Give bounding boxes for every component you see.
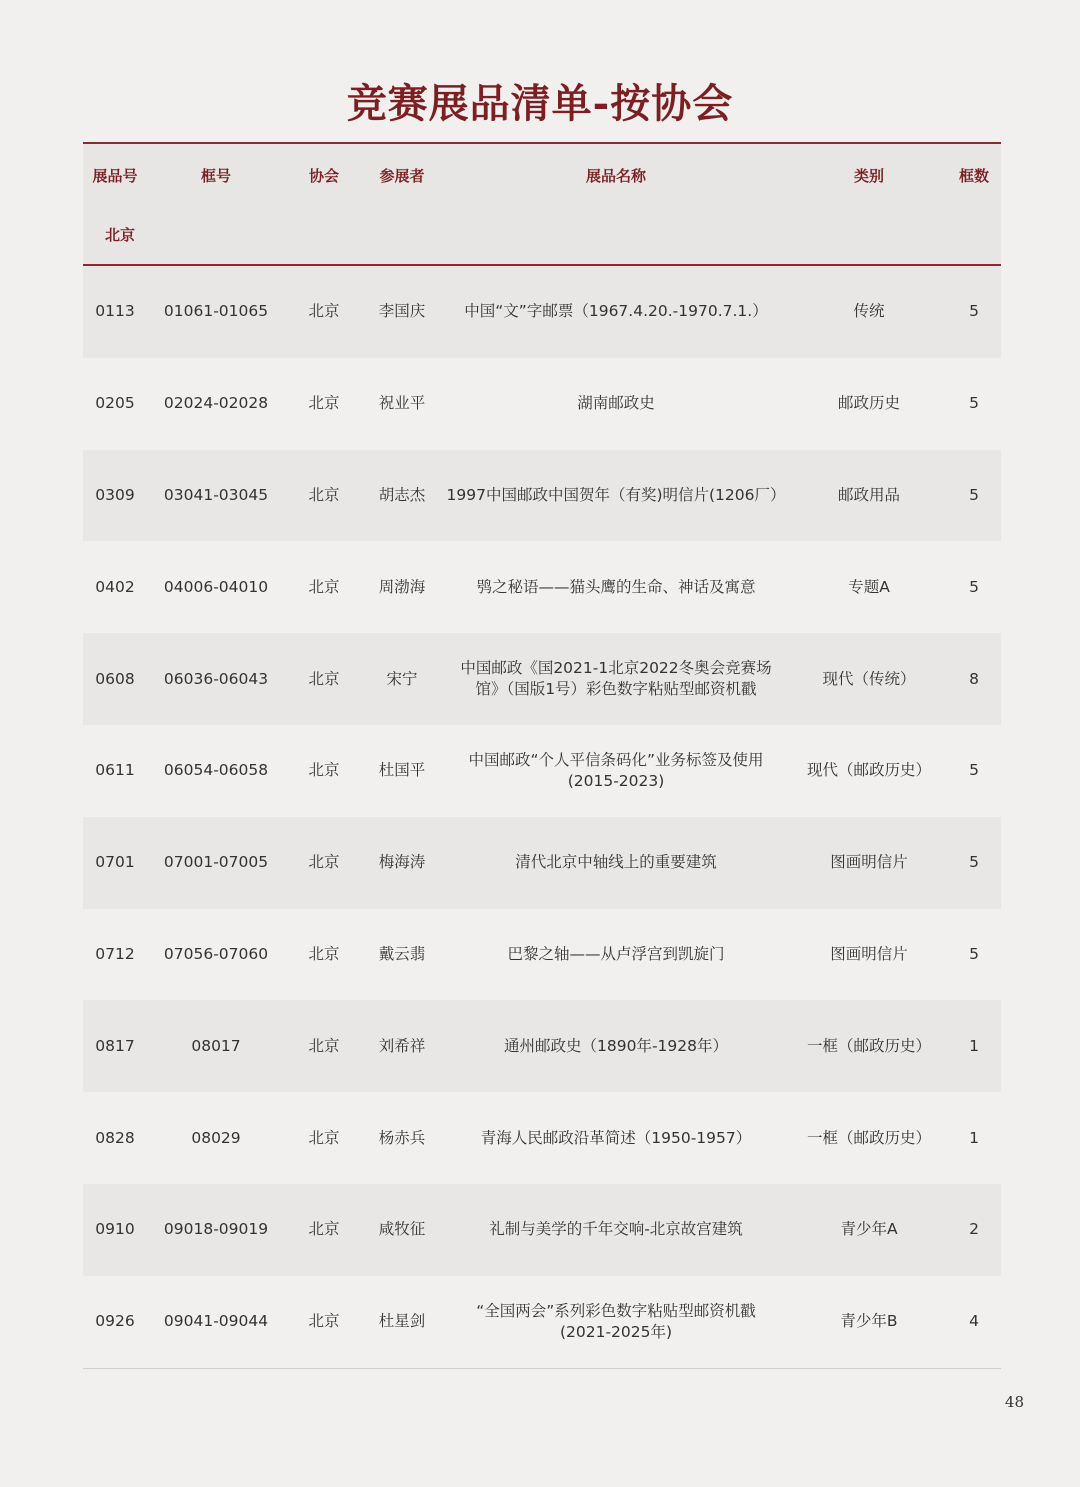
cell-frame-count: 2 (969, 1220, 979, 1239)
cell-exhibit-no: 0701 (95, 853, 135, 872)
cell-exhibit-title (441, 1036, 791, 1057)
table-row (83, 725, 1001, 817)
cell-exhibit-title (441, 852, 791, 873)
cell-association: 北京 (308, 1036, 340, 1055)
cell-association: 北京 (308, 485, 340, 504)
cell-frame-count: 5 (969, 302, 979, 321)
cell-exhibitor: 周渤海 (378, 577, 426, 596)
col-header-category: 类别 (853, 166, 884, 185)
cell-category: 一框（邮政历史） (806, 1036, 931, 1055)
cell-frame-count: 1 (969, 1036, 979, 1055)
cell-frame-no: 08029 (191, 1128, 241, 1147)
cell-exhibit-no: 0817 (95, 1036, 135, 1055)
cell-exhibit-title (441, 1128, 791, 1149)
cell-exhibitor: 杜国平 (378, 761, 426, 780)
cell-line: 清代北京中轴线上的重要建筑 (515, 853, 717, 872)
cell-line: 馆》（国版1号）彩色数字粘贴型邮资机戳 (475, 680, 757, 699)
table-row (83, 633, 1001, 725)
cell-line: 湖南邮政史 (577, 394, 655, 413)
cell-category: 青少年A (840, 1220, 898, 1239)
col-header-frame-no: 框号 (200, 166, 231, 185)
cell-exhibitor: 杜星剑 (378, 1312, 426, 1331)
cell-line: 1997中国邮政中国贺年（有奖)明信片(1206厂） (446, 485, 786, 504)
col-header-exhibit-no: 展品号 (92, 166, 138, 185)
cell-association: 北京 (308, 669, 340, 688)
cell-association: 北京 (308, 1128, 340, 1147)
col-header-frame-count: 框数 (958, 166, 989, 185)
cell-exhibit-title (441, 1301, 791, 1343)
cell-frame-no: 01061-01065 (163, 302, 269, 321)
cell-frame-no: 06036-06043 (163, 669, 269, 688)
cell-exhibit-title (441, 393, 791, 414)
cell-line: 通州邮政史（1890年-1928年） (504, 1036, 728, 1055)
cell-frame-count: 5 (969, 761, 979, 780)
cell-exhibit-title (441, 658, 791, 700)
table-row (83, 1276, 1001, 1368)
cell-frame-no: 04006-04010 (163, 577, 269, 596)
cell-frame-no: 09041-09044 (163, 1312, 269, 1331)
page-number: 48 (1004, 1393, 1024, 1411)
col-header-association: 协会 (308, 166, 339, 185)
cell-exhibit-title (441, 301, 791, 322)
cell-association: 北京 (308, 394, 340, 413)
cell-line: 中国邮政《国2021-1北京2022冬奥会竞赛场 (460, 659, 772, 678)
cell-association: 北京 (308, 853, 340, 872)
cell-frame-no: 09018-09019 (163, 1220, 269, 1239)
cell-exhibit-title (441, 944, 791, 965)
cell-exhibit-title (441, 750, 791, 792)
cell-exhibitor: 李国庆 (378, 302, 426, 321)
cell-frame-count: 5 (969, 485, 979, 504)
exhibit-table (83, 142, 1001, 1369)
cell-exhibitor: 宋宁 (386, 669, 418, 688)
cell-frame-count: 5 (969, 577, 979, 596)
cell-exhibit-no: 0309 (95, 485, 135, 504)
table-row (83, 1000, 1001, 1092)
cell-exhibit-title (441, 1219, 791, 1240)
cell-category: 图画明信片 (830, 853, 908, 872)
group-label: 北京 (105, 226, 136, 244)
table-row (83, 1184, 1001, 1276)
cell-line: (2021-2025年) (559, 1322, 673, 1341)
cell-exhibit-no: 0828 (95, 1128, 135, 1147)
cell-exhibit-no: 0611 (95, 761, 135, 780)
cell-association: 北京 (308, 577, 340, 596)
cell-association: 北京 (308, 761, 340, 780)
table-row (83, 358, 1001, 450)
cell-frame-count: 5 (969, 394, 979, 413)
cell-exhibit-no: 0113 (95, 302, 135, 321)
cell-line: 礼制与美学的千年交响-北京故宫建筑 (489, 1220, 743, 1239)
cell-exhibit-no: 0402 (95, 577, 135, 596)
cell-frame-no: 07056-07060 (163, 944, 269, 963)
col-header-exhibit-title: 展品名称 (585, 166, 646, 185)
cell-exhibitor: 杨赤兵 (378, 1128, 426, 1147)
col-header-exhibitor: 参展者 (379, 166, 425, 185)
table-row (83, 909, 1001, 1001)
table-row (83, 541, 1001, 633)
cell-category: 邮政用品 (837, 485, 900, 504)
cell-category: 现代（传统） (822, 669, 916, 688)
cell-category: 专题A (848, 577, 890, 596)
cell-line: “全国两会”系列彩色数字粘贴型邮资机戳 (476, 1301, 756, 1320)
header-row (83, 144, 1001, 206)
cell-category: 青少年B (840, 1312, 898, 1331)
page-title: 竞赛展品清单-按协会 (346, 80, 734, 127)
table-row (83, 266, 1001, 358)
cell-category: 一框（邮政历史） (806, 1128, 931, 1147)
cell-frame-no: 07001-07005 (163, 853, 269, 872)
cell-exhibitor: 咸牧征 (378, 1220, 426, 1239)
cell-exhibit-title (441, 485, 791, 506)
cell-line: 巴黎之轴——从卢浮宫到凯旋门 (507, 944, 725, 963)
cell-exhibit-title (441, 577, 791, 598)
cell-category: 传统 (853, 302, 885, 321)
cell-category: 现代（邮政历史） (806, 761, 931, 780)
cell-exhibitor: 戴云翡 (378, 944, 426, 963)
cell-line: 青海人民邮政沿革简述（1950-1957） (480, 1128, 752, 1147)
cell-exhibitor: 胡志杰 (378, 485, 426, 504)
cell-association: 北京 (308, 944, 340, 963)
cell-frame-no: 06054-06058 (163, 761, 269, 780)
cell-exhibitor: 梅海涛 (378, 853, 426, 872)
cell-line: 鸮之秘语——猫头鹰的生命、神话及寓意 (476, 577, 756, 596)
cell-line: 中国“文”字邮票（1967.4.20.-1970.7.1.） (464, 302, 768, 321)
cell-line: (2015-2023) (567, 771, 665, 790)
cell-frame-count: 8 (969, 669, 979, 688)
cell-frame-no: 03041-03045 (163, 485, 269, 504)
table-row (83, 450, 1001, 542)
cell-exhibit-no: 0712 (95, 944, 135, 963)
cell-category: 图画明信片 (830, 944, 908, 963)
cell-association: 北京 (308, 1220, 340, 1239)
table-row (83, 817, 1001, 909)
cell-frame-count: 5 (969, 944, 979, 963)
cell-frame-no: 02024-02028 (163, 394, 269, 413)
cell-exhibit-no: 0910 (95, 1220, 135, 1239)
cell-category: 邮政历史 (837, 394, 900, 413)
cell-frame-count: 5 (969, 853, 979, 872)
cell-exhibit-no: 0205 (95, 394, 135, 413)
cell-exhibitor: 祝业平 (378, 394, 426, 413)
cell-frame-no: 08017 (191, 1036, 241, 1055)
cell-exhibit-no: 0926 (95, 1312, 135, 1331)
cell-exhibit-no: 0608 (95, 669, 135, 688)
table-header (83, 144, 1001, 264)
cell-frame-count: 1 (969, 1128, 979, 1147)
table-row (83, 1092, 1001, 1184)
table-body (83, 266, 1001, 1368)
table-bottom-rule (83, 1368, 1001, 1369)
cell-association: 北京 (308, 1312, 340, 1331)
cell-association: 北京 (308, 302, 340, 321)
cell-line: 中国邮政“个人平信条码化”业务标签及使用 (468, 750, 764, 769)
cell-frame-count: 4 (969, 1312, 979, 1331)
cell-exhibitor: 刘希祥 (378, 1036, 426, 1055)
